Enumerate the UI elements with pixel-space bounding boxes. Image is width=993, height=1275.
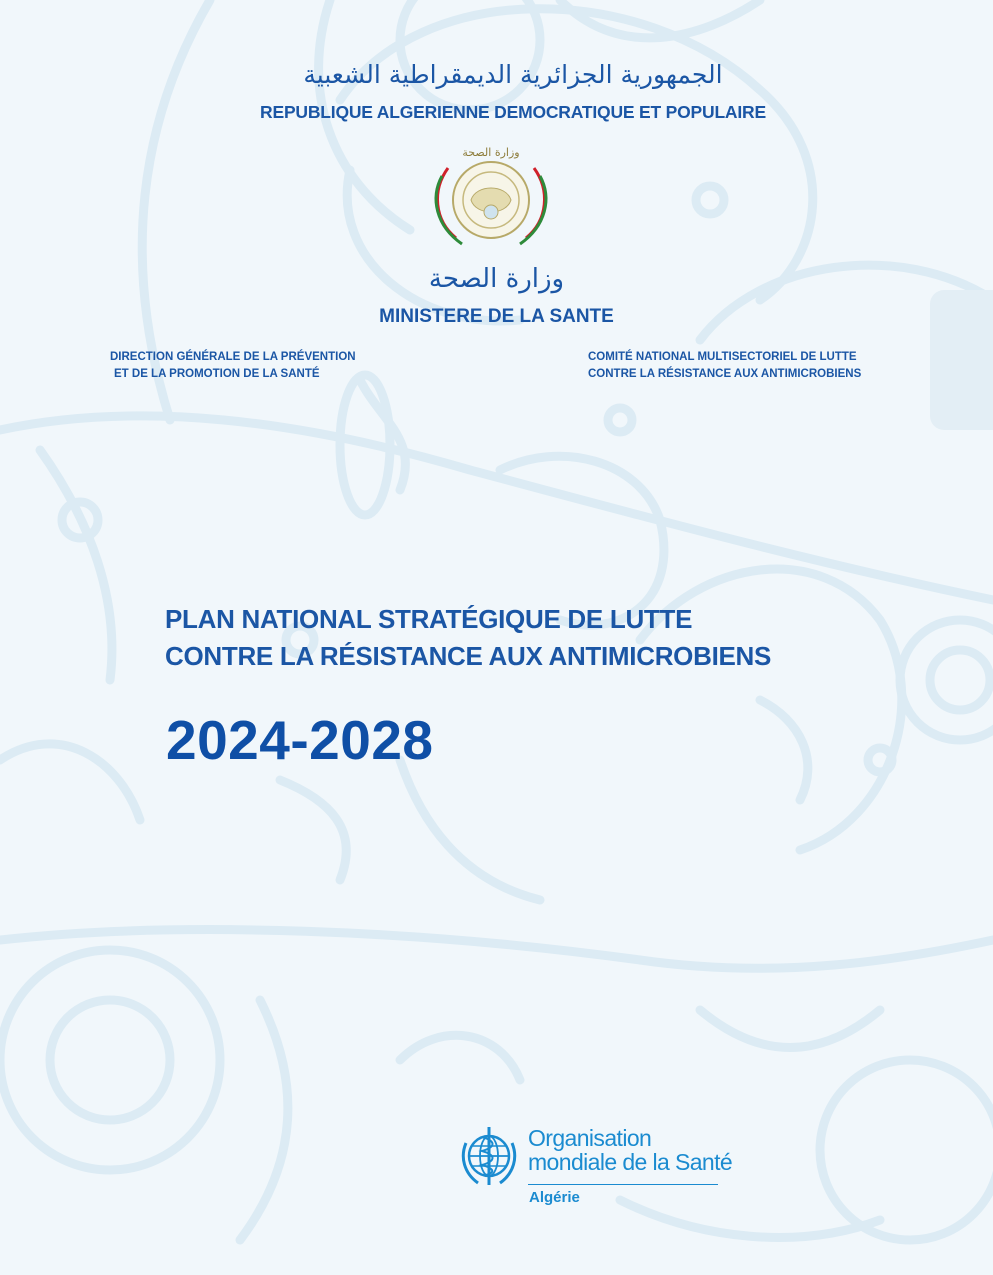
who-emblem-icon xyxy=(456,1123,522,1189)
who-name-line-2: mondiale de la Santé xyxy=(528,1149,733,1175)
republic-name-arabic: الجمهورية الجزائرية الديمقراطية الشعبية xyxy=(303,60,723,89)
plan-title xyxy=(165,601,771,675)
ministry-name-arabic: وزارة الصحة xyxy=(428,264,565,294)
committee-line-2: CONTRE LA RÉSISTANCE AUX ANTIMICROBIENS xyxy=(588,368,862,380)
plan-title-line-2: CONTRE LA RÉSISTANCE AUX ANTIMICROBIENS xyxy=(165,641,772,671)
who-name-line-1: Organisation xyxy=(528,1125,652,1151)
committee-line-1: COMITÉ NATIONAL MULTISECTORIEL DE LUTTE xyxy=(588,351,857,363)
who-divider xyxy=(528,1184,718,1185)
ministry-seal-icon xyxy=(426,138,556,250)
committee-label xyxy=(588,349,861,383)
republic-name-french: REPUBLIQUE ALGERIENNE DEMOCRATIQUE ET POPULAIRE xyxy=(260,102,766,122)
directorate-label xyxy=(110,349,356,383)
seal-lettering: وزارة الصحة xyxy=(462,146,520,159)
directorate-line-2: ET DE LA PROMOTION DE LA SANTÉ xyxy=(114,368,320,380)
ministry-name-french: MINISTERE DE LA SANTE xyxy=(379,306,614,327)
plan-years: 2024-2028 xyxy=(166,709,434,771)
plan-title-line-1: PLAN NATIONAL STRATÉGIQUE DE LUTTE xyxy=(165,604,693,634)
who-name xyxy=(528,1126,732,1174)
directorate-line-1: DIRECTION GÉNÉRALE DE LA PRÉVENTION xyxy=(110,351,356,363)
who-country: Algérie xyxy=(529,1189,580,1206)
